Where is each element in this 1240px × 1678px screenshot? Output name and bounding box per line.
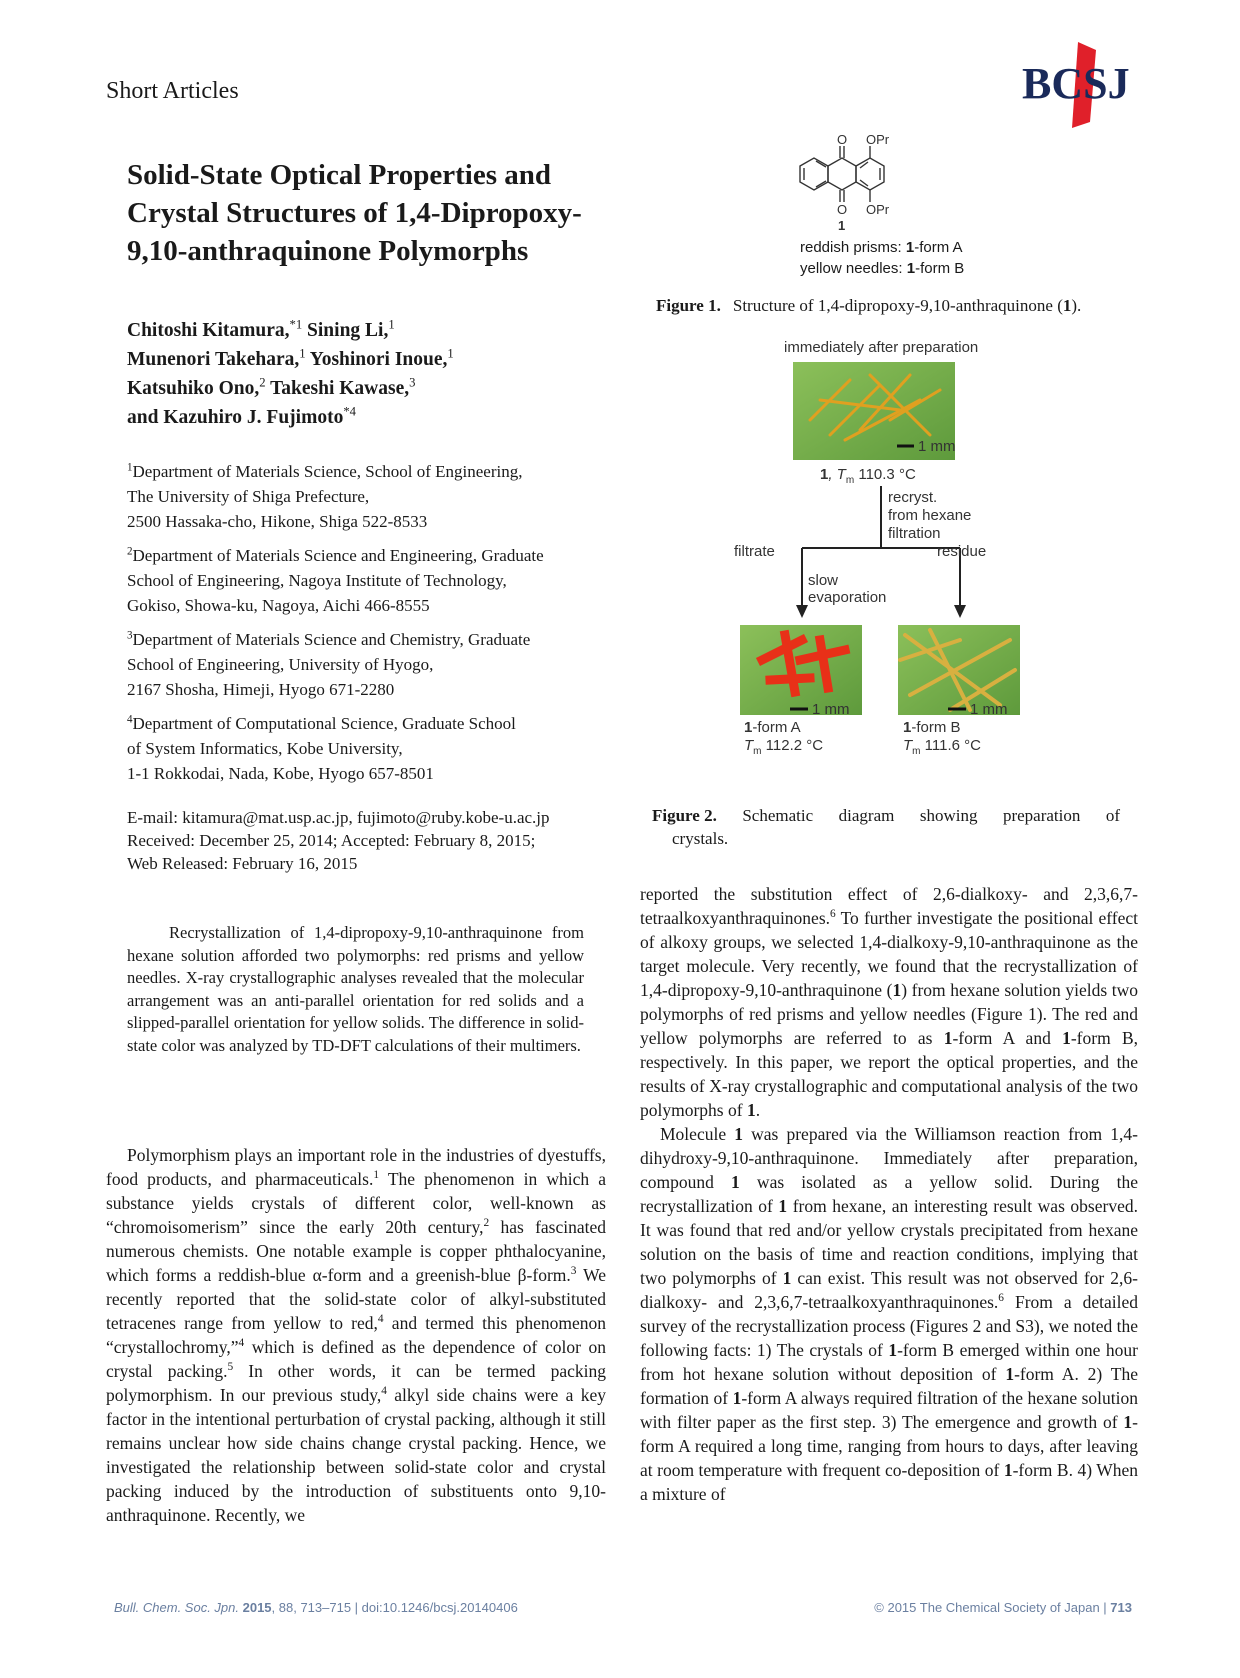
photo-form-a: [740, 625, 862, 718]
anthraquinone-skeleton: [800, 146, 884, 202]
affiliation: $^2$Department of Materials Science and Engineering, Graduate School of Engineering, Nagoya Institute of Technology, Gokiso, Showa-ku, Nagoya, Aichi 466-8555: [127, 545, 544, 615]
intro-paragraph: Polymorphism plays an important role in the industries of dyestuffs, food products, and pharmaceuticals.$^1$ The phenomenon in which a substance yields crystals of different color, well-known as “chromoisomerism” since the early 20th century,$^2$ has fascinated numerous chemists. One notable example is copper phthalocyanine, which forms a reddish-blue α-form and a greenish-blue β-form.$^3$ We recently reported that the solid-state color of alkyl-substituted tetracenes range from yellow to red,$^4$ and termed this phenomenon “crystallochromy,”$^4$ which is defined as the dependence of color on crystal packing.$^5$ In other words, it can be termed packing polymorphism. In our previous study,$^4$ alkyl side chains were a key factor in the intentional perturbation of crystal packing, although it still remains unclear how side chains change crystal packing. Hence, we investigated the relationship between solid-state color and crystal packing induced by the introduction of substituents onto 9,10-anthraquinone. Recently, we: [106, 1145, 607, 1525]
footer-citation: Bull. Chem. Soc. Jpn. 2015, 88, 713–715 | doi:10.1246/bcsj.20140406: [114, 1600, 518, 1615]
title-line: Crystal Structures of 1,4-Dipropoxy-: [127, 197, 582, 229]
residue-label: residue: [937, 543, 987, 560]
start-compound-label: 1, $T_m$ 110.3 °C: [820, 466, 916, 486]
step-label: from hexane: [888, 507, 972, 524]
body-paragraph: reported the substitution effect of 2,6-dialkoxy- and 2,3,6,7-tetraalkoxyanthraquinones.$^6$ To further investigate the positional effect of alkoxy groups, we selected 1,4-dialkoxy-9,10-anthraquinone as the target molecule. Very recently, we found that the recrystallization of 1,4-dipropoxy-9,10-anthraquinone (1) from hexane solution yields two polymorphs of red prisms and yellow needles (Figure 1). The red and yellow polymorphs are referred to as 1-form A and 1-form B, respectively. In this paper, we report the optical properties, and the results of X-ray crystallographic and computational analysis of the two polymorphs of 1.: [640, 884, 1138, 1120]
title-line: 9,10-anthraquinone Polymorphs: [127, 235, 529, 267]
article-title: [127, 156, 607, 270]
arrow-right: [954, 605, 966, 618]
opr-top: OPr: [866, 132, 890, 147]
author-line: Chitoshi Kitamura,$^{*1}$ Sining Li,$^1$: [127, 317, 395, 341]
received-line: Received: December 25, 2014; Accepted: February 8, 2015;: [127, 831, 536, 850]
section-label: Short Articles: [106, 78, 239, 104]
compound-number: 1: [838, 218, 846, 233]
affiliation: $^3$Department of Materials Science and Chemistry, Graduate School of Engineering, University of Hyogo, 2167 Shosha, Himeji, Hyogo 671-2280: [127, 629, 531, 699]
affiliation: $^4$Department of Computational Science, Graduate School of System Informatics, Kobe University, 1-1 Rokkodai, Nada, Kobe, Hyogo 657-8501: [127, 713, 516, 783]
figure2-scheme: [700, 340, 1080, 790]
scale-bar-label: 1 mm: [918, 438, 956, 455]
body-paragraph: Molecule 1 was prepared via the Williamson reaction from 1,4-dihydroxy-9,10-anthraquinone. Immediately after preparation, compound 1 was isolated as a yellow solid. During the recrystallization of 1 from hexane, an interesting result was observed. It was found that red and/or yellow crystals precipitated from hexane solution on the basis of time and reaction conditions, implying that two polymorphs of 1 can exist. This result was not observed for 2,6-dialkoxy- and 2,3,6,7-tetraalkoxyanthraquinones.$^6$ From a detailed survey of the recrystallization process (Figures 2 and S3), we noted the following facts: 1) The crystals of 1-form B emerged within one hour from hot hexane solution without deposition of 1-form A. 2) The formation of 1-form A always required filtration of the hexane solution with filter paper as the first step. 3) The emergence and growth of 1-form A required a long time, ranging from hours to days, after leaving at room temperature with frequent co-deposition of 1-form B. 4) When a mixture of: [640, 1124, 1139, 1504]
bcsj-logo: [1020, 42, 1140, 128]
carbonyl-o-top: O: [837, 132, 848, 147]
released-line: Web Released: February 16, 2015: [127, 854, 358, 873]
scale-bar-label: 1 mm: [970, 701, 1008, 718]
author-list: [127, 316, 607, 432]
footer-copyright: © 2015 The Chemical Society of Japan | 713: [874, 1600, 1132, 1615]
step-label: recryst.: [888, 489, 938, 506]
abstract: Recrystallization of 1,4-dipropoxy-9,10-anthraquinone from hexane solution afforded two polymorphs: red prisms and yellow needles. X-ray crystallographic analyses revealed that the molecular arrangement was an anti-parallel orientation for red solids and a slipped-parallel orientation for yellow solids. The difference in solid-state color was analyzed by TD-DFT calculations of their multimers.: [127, 923, 584, 1055]
carbonyl-o-bottom: O: [837, 202, 848, 217]
affiliations: [127, 459, 607, 795]
step-label: filtration: [888, 525, 941, 542]
photo-initial: [793, 362, 956, 460]
filtrate-label: filtrate: [734, 543, 775, 560]
figure1-caption: Figure 1. Structure of 1,4-dipropoxy-9,10-anthraquinone (1).: [656, 296, 1082, 315]
author-line: and Kazuhiro J. Fujimoto$^{*4}$: [127, 404, 356, 428]
form-b-label: 1-form B: [903, 719, 961, 736]
author-line: Katsuhiko Ono,$^2$ Takeshi Kawase,$^3$: [127, 375, 416, 399]
figure1-label-yellow: yellow needles: 1-form B: [800, 260, 965, 277]
form-b-tm: $T_m$ 111.6 °C: [903, 737, 981, 757]
right-column-body: [640, 882, 1138, 1506]
photo-form-b: [898, 625, 1020, 718]
figure2-caption: Figure 2. Schematic diagram showing preparation of crystals.: [652, 806, 1120, 848]
form-a-label: 1-form A: [744, 719, 801, 736]
scale-bar-label: 1 mm: [812, 701, 850, 718]
top-label: immediately after preparation: [784, 340, 979, 356]
email-line: E-mail: kitamura@mat.usp.ac.jp, fujimoto@ruby.kobe-u.ac.jp: [127, 808, 550, 827]
affiliation: $^1$Department of Materials Science, School of Engineering, The University of Shiga Prefecture, 2500 Hassaka-cho, Hikone, Shiga 522-8533: [127, 461, 523, 531]
logo-text: BCSJ: [1022, 59, 1130, 108]
title-line: Solid-State Optical Properties and: [127, 159, 551, 191]
form-a-tm: $T_m$ 112.2 °C: [744, 737, 824, 757]
arrow-left: [796, 605, 808, 618]
contact-info: [127, 806, 607, 875]
figure1-label-red: reddish prisms: 1-form A: [800, 239, 963, 256]
slow-label: slow: [808, 572, 839, 589]
author-line: Munenori Takehara,$^1$ Yoshinori Inoue,$^1$: [127, 346, 454, 370]
evaporation-label: evaporation: [808, 589, 887, 606]
opr-bottom: OPr: [866, 202, 890, 217]
